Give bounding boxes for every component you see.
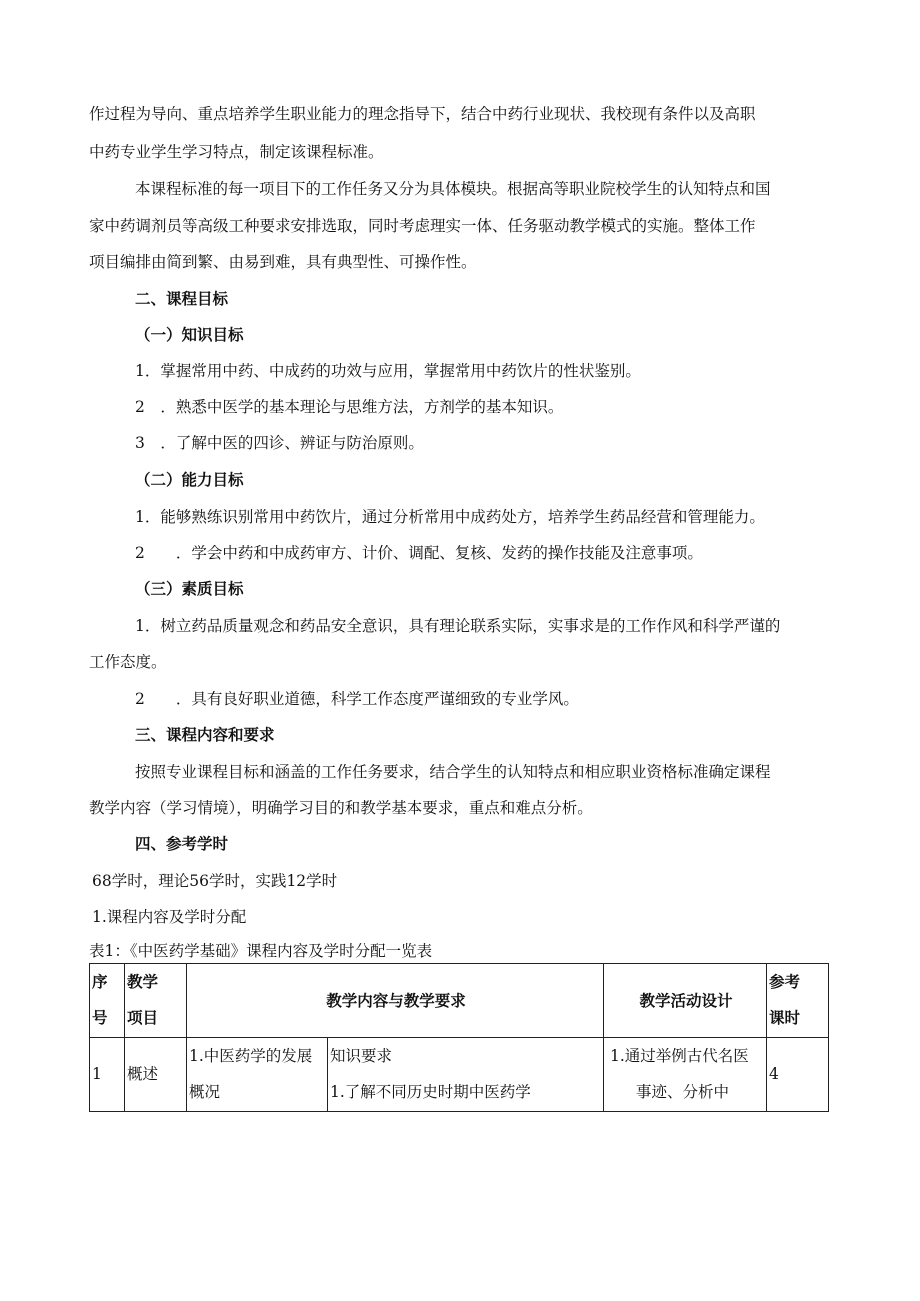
subsection-heading-ability: （二）能力目标 — [135, 471, 244, 489]
table-header-row — [90, 964, 829, 1038]
paragraph-line: 中药专业学生学习特点，制定该课程标准。 — [89, 143, 384, 161]
cell-hours: 4 — [767, 1038, 829, 1112]
cell-seq: 1 — [90, 1038, 125, 1112]
header-project: 教学 项目 — [125, 964, 187, 1038]
subsection-heading-knowledge: （一）知识目标 — [135, 326, 244, 344]
list-item: 2 ．具有良好职业道德，科学工作态度严谨细致的专业学风。 — [135, 690, 579, 708]
table-caption: 表1：《中医药学基础》课程内容及学时分配一览表 — [89, 942, 433, 960]
subheading-allocation: 1.课程内容及学时分配 — [92, 908, 247, 926]
paragraph-line: 按照专业课程目标和涵盖的工作任务要求，结合学生的认知特点和相应职业资格标准确定课程 — [135, 763, 771, 781]
header-activity: 教学活动设计 — [604, 964, 767, 1038]
paragraph-line: 家中药调剂员等高级工种要求安排选取，同时考虑理实一体、任务驱动教学模式的实施。整体工作 — [89, 217, 756, 235]
header-hours: 参考 课时 — [767, 964, 829, 1038]
paragraph-line: 本课程标准的每一项目下的工作任务又分为具体模块。根据高等职业院校学生的认知特点和国 — [135, 180, 771, 198]
hours-summary: 68学时，理论56学时，实践12学时 — [92, 872, 338, 890]
cell-project: 概述 — [125, 1038, 187, 1112]
header-seq: 序 号 — [90, 964, 125, 1038]
list-item: 1．能够熟练识别常用中药饮片，通过分析常用中成药处方，培养学生药品经营和管理能力。 — [135, 508, 765, 526]
list-item: 3 ．了解中医的四诊、辨证与防治原则。 — [135, 434, 424, 452]
paragraph-line: 教学内容（学习情境），明确学习目的和教学基本要求，重点和难点分析。 — [89, 799, 593, 817]
header-content: 教学内容与教学要求 — [187, 964, 604, 1038]
list-item: 1．树立药品质量观念和药品安全意识，具有理论联系实际，实事求是的工作作风和科学严谨的 — [135, 617, 781, 635]
table-row — [90, 1038, 829, 1112]
section-heading-content: 三、课程内容和要求 — [135, 726, 275, 744]
paragraph-line: 作过程为导向、重点培养学生职业能力的理念指导下，结合中药行业现状、我校现有条件以及高职 — [89, 105, 756, 123]
list-item-continuation: 工作态度。 — [89, 653, 167, 671]
section-heading-hours: 四、参考学时 — [135, 835, 229, 853]
course-hours-table — [89, 963, 829, 1112]
cell-activity: 1.通过举例古代名医 事迹、分析中 — [604, 1038, 767, 1112]
paragraph-line: 项目编排由简到繁、由易到难，具有典型性、可操作性。 — [89, 253, 477, 271]
list-item: 2 ．熟悉中医学的基本理论与思维方法，方剂学的基本知识。 — [135, 398, 564, 416]
section-heading-course-goals: 二、课程目标 — [135, 290, 229, 308]
cell-requirements: 知识要求 1.了解不同历史时期中医药学 — [328, 1038, 604, 1112]
list-item: 1．掌握常用中药、中成药的功效与应用，掌握常用中药饮片的性状鉴别。 — [135, 362, 641, 380]
cell-topic: 1.中医药学的发展 概况 — [187, 1038, 328, 1112]
list-item: 2 ．学会中药和中成药审方、计价、调配、复核、发药的操作技能及注意事项。 — [135, 544, 703, 562]
subsection-heading-quality: （三）素质目标 — [135, 580, 244, 598]
